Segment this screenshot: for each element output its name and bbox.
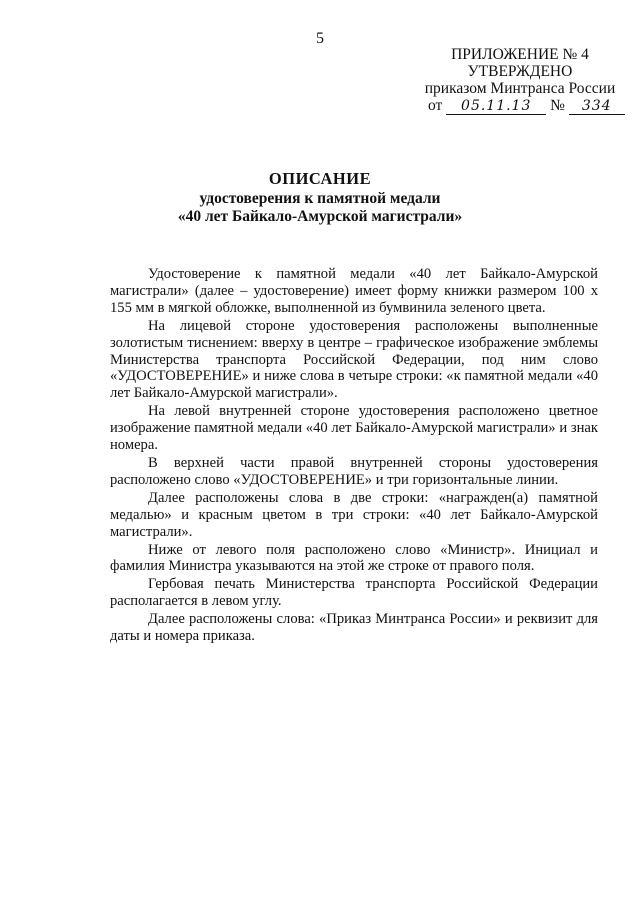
approved-label: УТВЕРЖДЕНО <box>467 63 573 80</box>
paragraph: Далее расположены слова в две строки: «награжден(а) памятной медалью» и красным цветом в три строки: «40 лет Байкало-Амурской магистрали». <box>110 489 598 540</box>
paragraph: В верхней части правой внутренней стороны удостоверения расположено слово «УДОСТОВЕРЕНИЕ» и три горизонтальные линии. <box>110 454 598 488</box>
title-subtitle: удостоверения к памятной медали <box>199 190 441 207</box>
order-date-handwritten: 05.11.13 <box>446 99 546 115</box>
order-number-handwritten: 334 <box>569 99 625 115</box>
paragraph: Гербовая печать Министерства транспорта Российской Федерации располагается в левом углу. <box>110 576 598 610</box>
document-title <box>0 170 640 226</box>
paragraph: На левой внутренней стороне удостоверения расположено цветное изображение памятной медали «40 лет Байкало-Амурской магистрали» и знак номера. <box>110 403 598 454</box>
order-reference <box>428 97 620 115</box>
paragraph: Далее расположены слова: «Приказ Минтранса России» и реквизит для даты и номера приказа. <box>110 611 598 645</box>
order-from-label: от <box>428 97 443 114</box>
paragraph: Удостоверение к памятной медали «40 лет Байкало-Амурской магистрали» (далее – удостоверение) имеет форму книжки размером 100 х 155 мм в мягкой обложке, выполненной из бумвинила зеленого цвета. <box>110 266 598 316</box>
paragraph: Ниже от левого поля расположено слово «Министр». Инициал и фамилия Министра указываются на этой же строке от правого поля. <box>110 541 598 575</box>
order-authority: приказом Минтранса России <box>424 80 616 97</box>
approval-header <box>420 46 620 115</box>
title-medal-name: «40 лет Байкало-Амурской магистрали» <box>177 208 463 225</box>
order-number-label: № <box>550 97 565 114</box>
title-main: ОПИСАНИЕ <box>268 169 372 188</box>
appendix-label: ПРИЛОЖЕНИЕ № 4 <box>451 46 589 63</box>
document-body <box>110 266 598 646</box>
paragraph: На лицевой стороне удостоверения расположены выполненные золотистым тиснением: вверху в центре – графическое изображение эмблемы Министерства транспорта Российской Федерации, под ним слово «УДОСТОВЕРЕНИЕ» и ниже слова в четыре строки: «к памятной медали «40 лет Байкало-Амурской магистрали». <box>110 317 598 402</box>
page-number: 5 <box>316 30 324 47</box>
